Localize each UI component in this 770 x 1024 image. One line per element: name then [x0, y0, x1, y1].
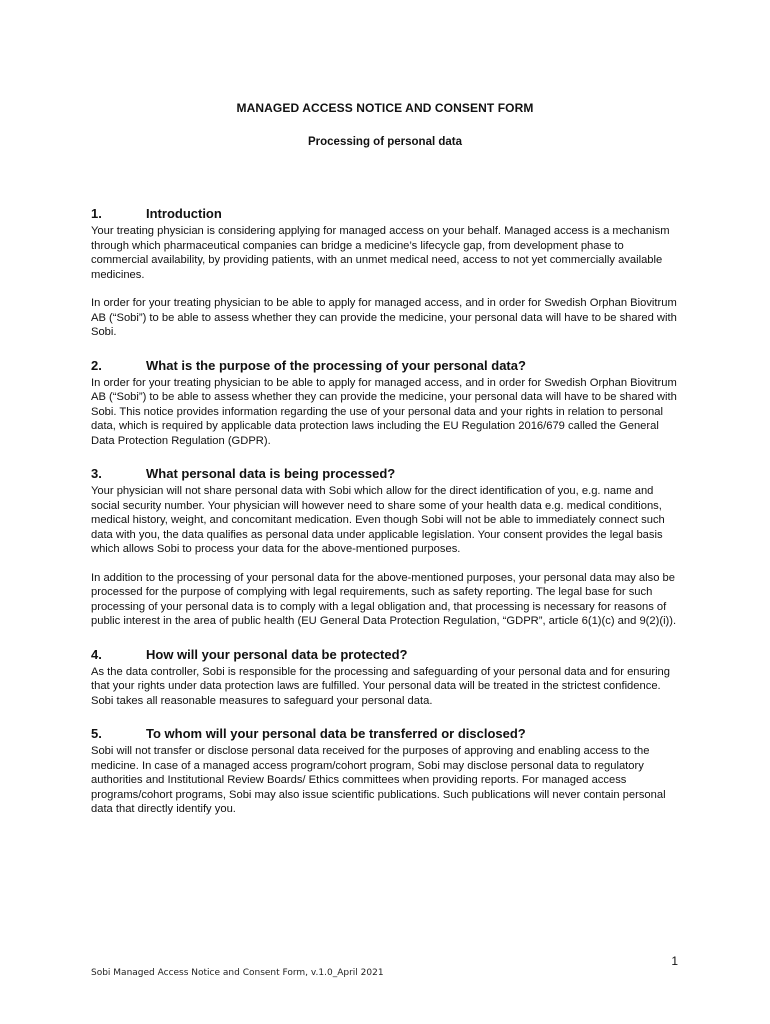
section-personal-data	[91, 466, 681, 629]
section-heading	[91, 466, 681, 482]
section-heading	[91, 726, 681, 742]
section-number: 3.	[91, 466, 102, 481]
paragraph: In order for your treating physician to be able to apply for managed access, and in order for Swedish Orphan Biovitrum AB (“Sobi”) to be able to assess whether they can provide the medicine, your personal data will have to be shared with Sobi. This notice provides information regarding the use of your personal data and your rights in relation to personal data, which is required by applicable data protection laws including the EU Regulation 2016/679 called the General Data Protection Regulation (GDPR).	[91, 376, 677, 447]
section-number: 5.	[91, 726, 102, 741]
section-purpose	[91, 358, 681, 449]
section-introduction	[91, 206, 681, 340]
paragraph: Your treating physician is considering applying for managed access on your behalf. Managed access is a mechanism through which pharmaceutical companies can bridge a medicine’s lifecycle gap, from development phase to commercial availability, by providing patients, with an unmet medical need, access to not yet commercially available medicines.	[91, 225, 670, 281]
section-transfer	[91, 726, 681, 817]
paragraph: Sobi will not transfer or disclose personal data received for the purposes of approving and enabling access to the medicine. In case of a managed access program/cohort program, Sobi may disclose personal data to regulatory authorities and Institutional Review Boards/ Ethics committees when providing reports. For managed access programs/cohort programs, Sobi may also issue scientific publications. Such publications will never contain personal data that directly identify you.	[91, 745, 666, 815]
page-footer: Sobi Managed Access Notice and Consent Form, v.1.0_April 2021	[91, 968, 384, 978]
document-subtitle: Processing of personal data	[307, 136, 462, 148]
section-protection	[91, 647, 681, 709]
section-title: What personal data is being processed?	[146, 466, 396, 481]
section-number: 1.	[91, 206, 102, 221]
section-number: 2.	[91, 357, 102, 373]
section-heading	[91, 647, 681, 663]
section-heading	[91, 358, 681, 374]
section-number: 4.	[91, 646, 102, 662]
document-title: MANAGED ACCESS NOTICE AND CONSENT FORM	[236, 101, 534, 115]
section-heading	[91, 206, 681, 222]
paragraph: In order for your treating physician to be able to apply for managed access, and in order for Swedish Orphan Biovitrum AB (“Sobi”) to be able to assess whether they can provide the medicine, your personal data will have to be shared with Sobi.	[91, 297, 677, 338]
paragraph: In addition to the processing of your personal data for the above-mentioned purposes, your personal data may also be processed for the purpose of complying with legal requirements, such as safety reporting. The legal base for such processing of your personal data is to comply with a legal obligation and, that processing is necessary for reasons of public interest in the area of public health (EU General Data Protection Regulation, “GDPR”, article 6(1)(c) and 9(2)(i)).	[91, 571, 677, 627]
section-title: To whom will your personal data be transferred or disclosed?	[146, 726, 526, 741]
section-title: Introduction	[146, 206, 222, 221]
paragraph: As the data controller, Sobi is responsible for the processing and safeguarding of your personal data and for ensuring that your rights under data protection laws are fulfilled. Your personal data will be treated in the strictest confidence. Sobi takes all reasonable measures to safeguard your personal data.	[91, 665, 671, 707]
section-title: How will your personal data be protected?	[146, 646, 408, 662]
document-body	[91, 206, 681, 817]
section-title: What is the purpose of the processing of your personal data?	[146, 357, 526, 373]
page-number: 1	[671, 954, 678, 968]
paragraph: Your physician will not share personal data with Sobi which allow for the direct identification of you, e.g. name and social security number. Your physician will however need to share some of your health data e.g. medical conditions, medical history, weight, and concomitant medication. Even though Sobi will not be able to immediately connect such data with you, the data qualifies as personal data under applicable legislation. Your consent provides the legal basis which allows Sobi to process your data for the above-mentioned purposes.	[91, 485, 665, 555]
